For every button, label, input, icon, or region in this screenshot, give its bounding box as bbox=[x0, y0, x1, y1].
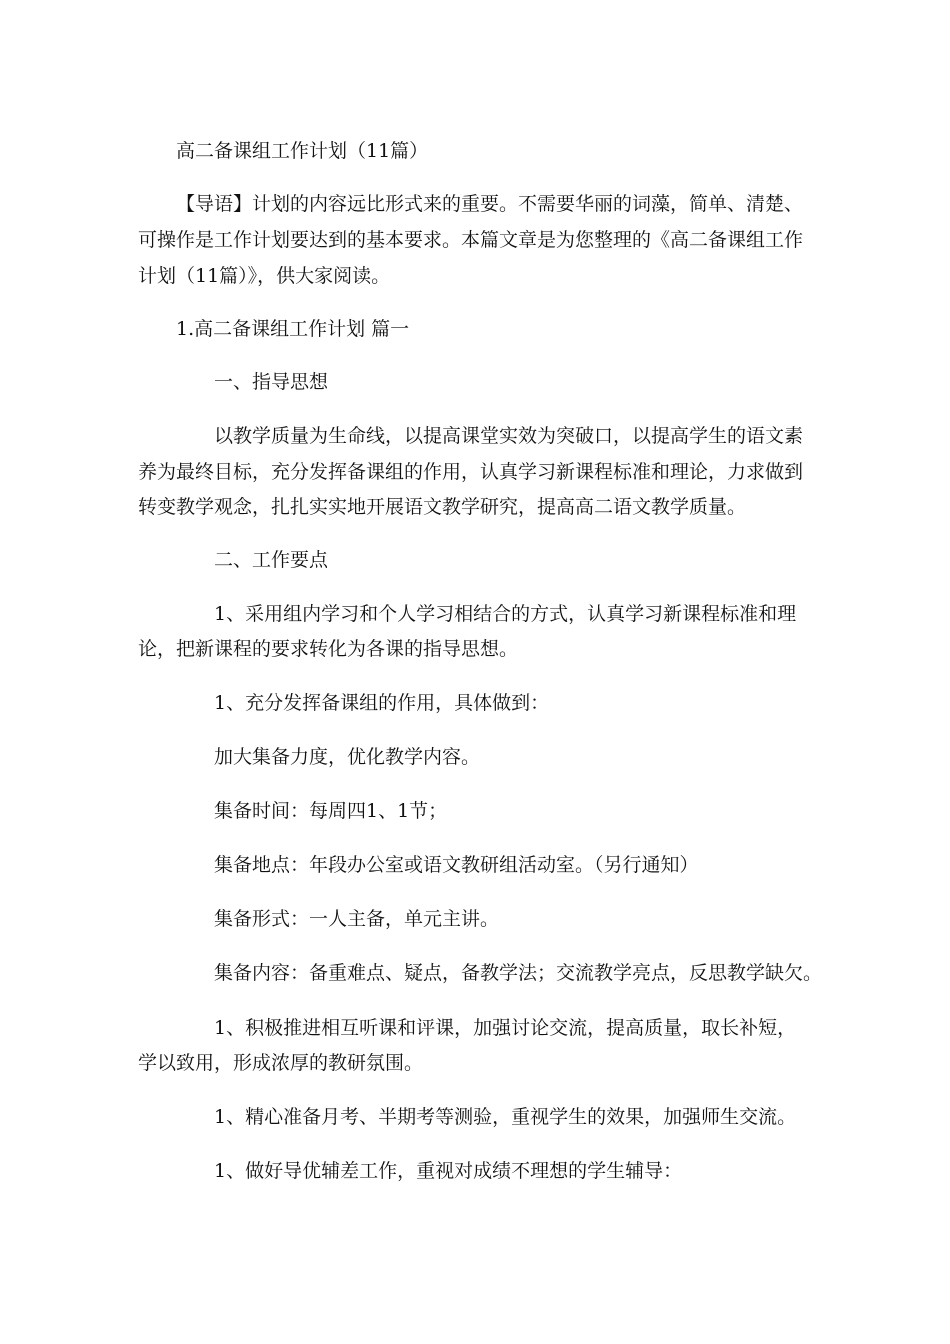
point-2: 1、充分发挥备课组的作用，具体做到： bbox=[214, 692, 550, 714]
heading-guiding-thought: 一、指导思想 bbox=[214, 371, 329, 393]
point-3-line-1: 1、积极推进相互听课和评课，加强讨论交流，提高质量，取长补短， bbox=[214, 1017, 797, 1039]
document-title: 高二备课组工作计划（11篇） bbox=[176, 140, 429, 162]
guiding-line-2: 养为最终目标，充分发挥备课组的作用，认真学习新课程标准和理论，力求做到 bbox=[138, 461, 804, 483]
prep-time: 集备时间：每周四1、1节； bbox=[214, 800, 448, 822]
intro-line-2: 可操作是工作计划要达到的基本要求。本篇文章是为您整理的《高二备课组工作 bbox=[138, 229, 804, 251]
prep-place: 集备地点：年段办公室或语文教研组活动室。（另行通知） bbox=[214, 854, 699, 876]
section-title: 1.高二备课组工作计划 篇一 bbox=[176, 318, 410, 340]
prep-content: 集备内容：备重难点、疑点，备教学法；交流教学亮点，反思教学缺欠。 bbox=[214, 962, 823, 984]
strengthen-prep: 加大集备力度，优化教学内容。 bbox=[214, 746, 481, 768]
point-1-line-1: 1、采用组内学习和个人学习相结合的方式，认真学习新课程标准和理 bbox=[214, 603, 797, 625]
point-5: 1、做好导优辅差工作，重视对成绩不理想的学生辅导： bbox=[214, 1160, 683, 1182]
prep-form: 集备形式：一人主备，单元主讲。 bbox=[214, 908, 500, 930]
point-3-line-2: 学以致用，形成浓厚的教研氛围。 bbox=[138, 1052, 424, 1074]
point-1-line-2: 论，把新课程的要求转化为各课的指导思想。 bbox=[138, 638, 519, 660]
guiding-line-1: 以教学质量为生命线，以提高课堂实效为突破口，以提高学生的语文素 bbox=[214, 425, 804, 447]
guiding-line-3: 转变教学观念，扎扎实实地开展语文教学研究，提高高二语文教学质量。 bbox=[138, 496, 747, 518]
heading-work-points: 二、工作要点 bbox=[214, 549, 329, 571]
intro-line-3: 计划（11篇）》，供大家阅读。 bbox=[138, 265, 391, 287]
point-4: 1、精心准备月考、半期考等测验，重视学生的效果，加强师生交流。 bbox=[214, 1106, 797, 1128]
intro-line-1: 【导语】计划的内容远比形式来的重要。不需要华丽的词藻，简单、清楚、 bbox=[176, 193, 804, 215]
